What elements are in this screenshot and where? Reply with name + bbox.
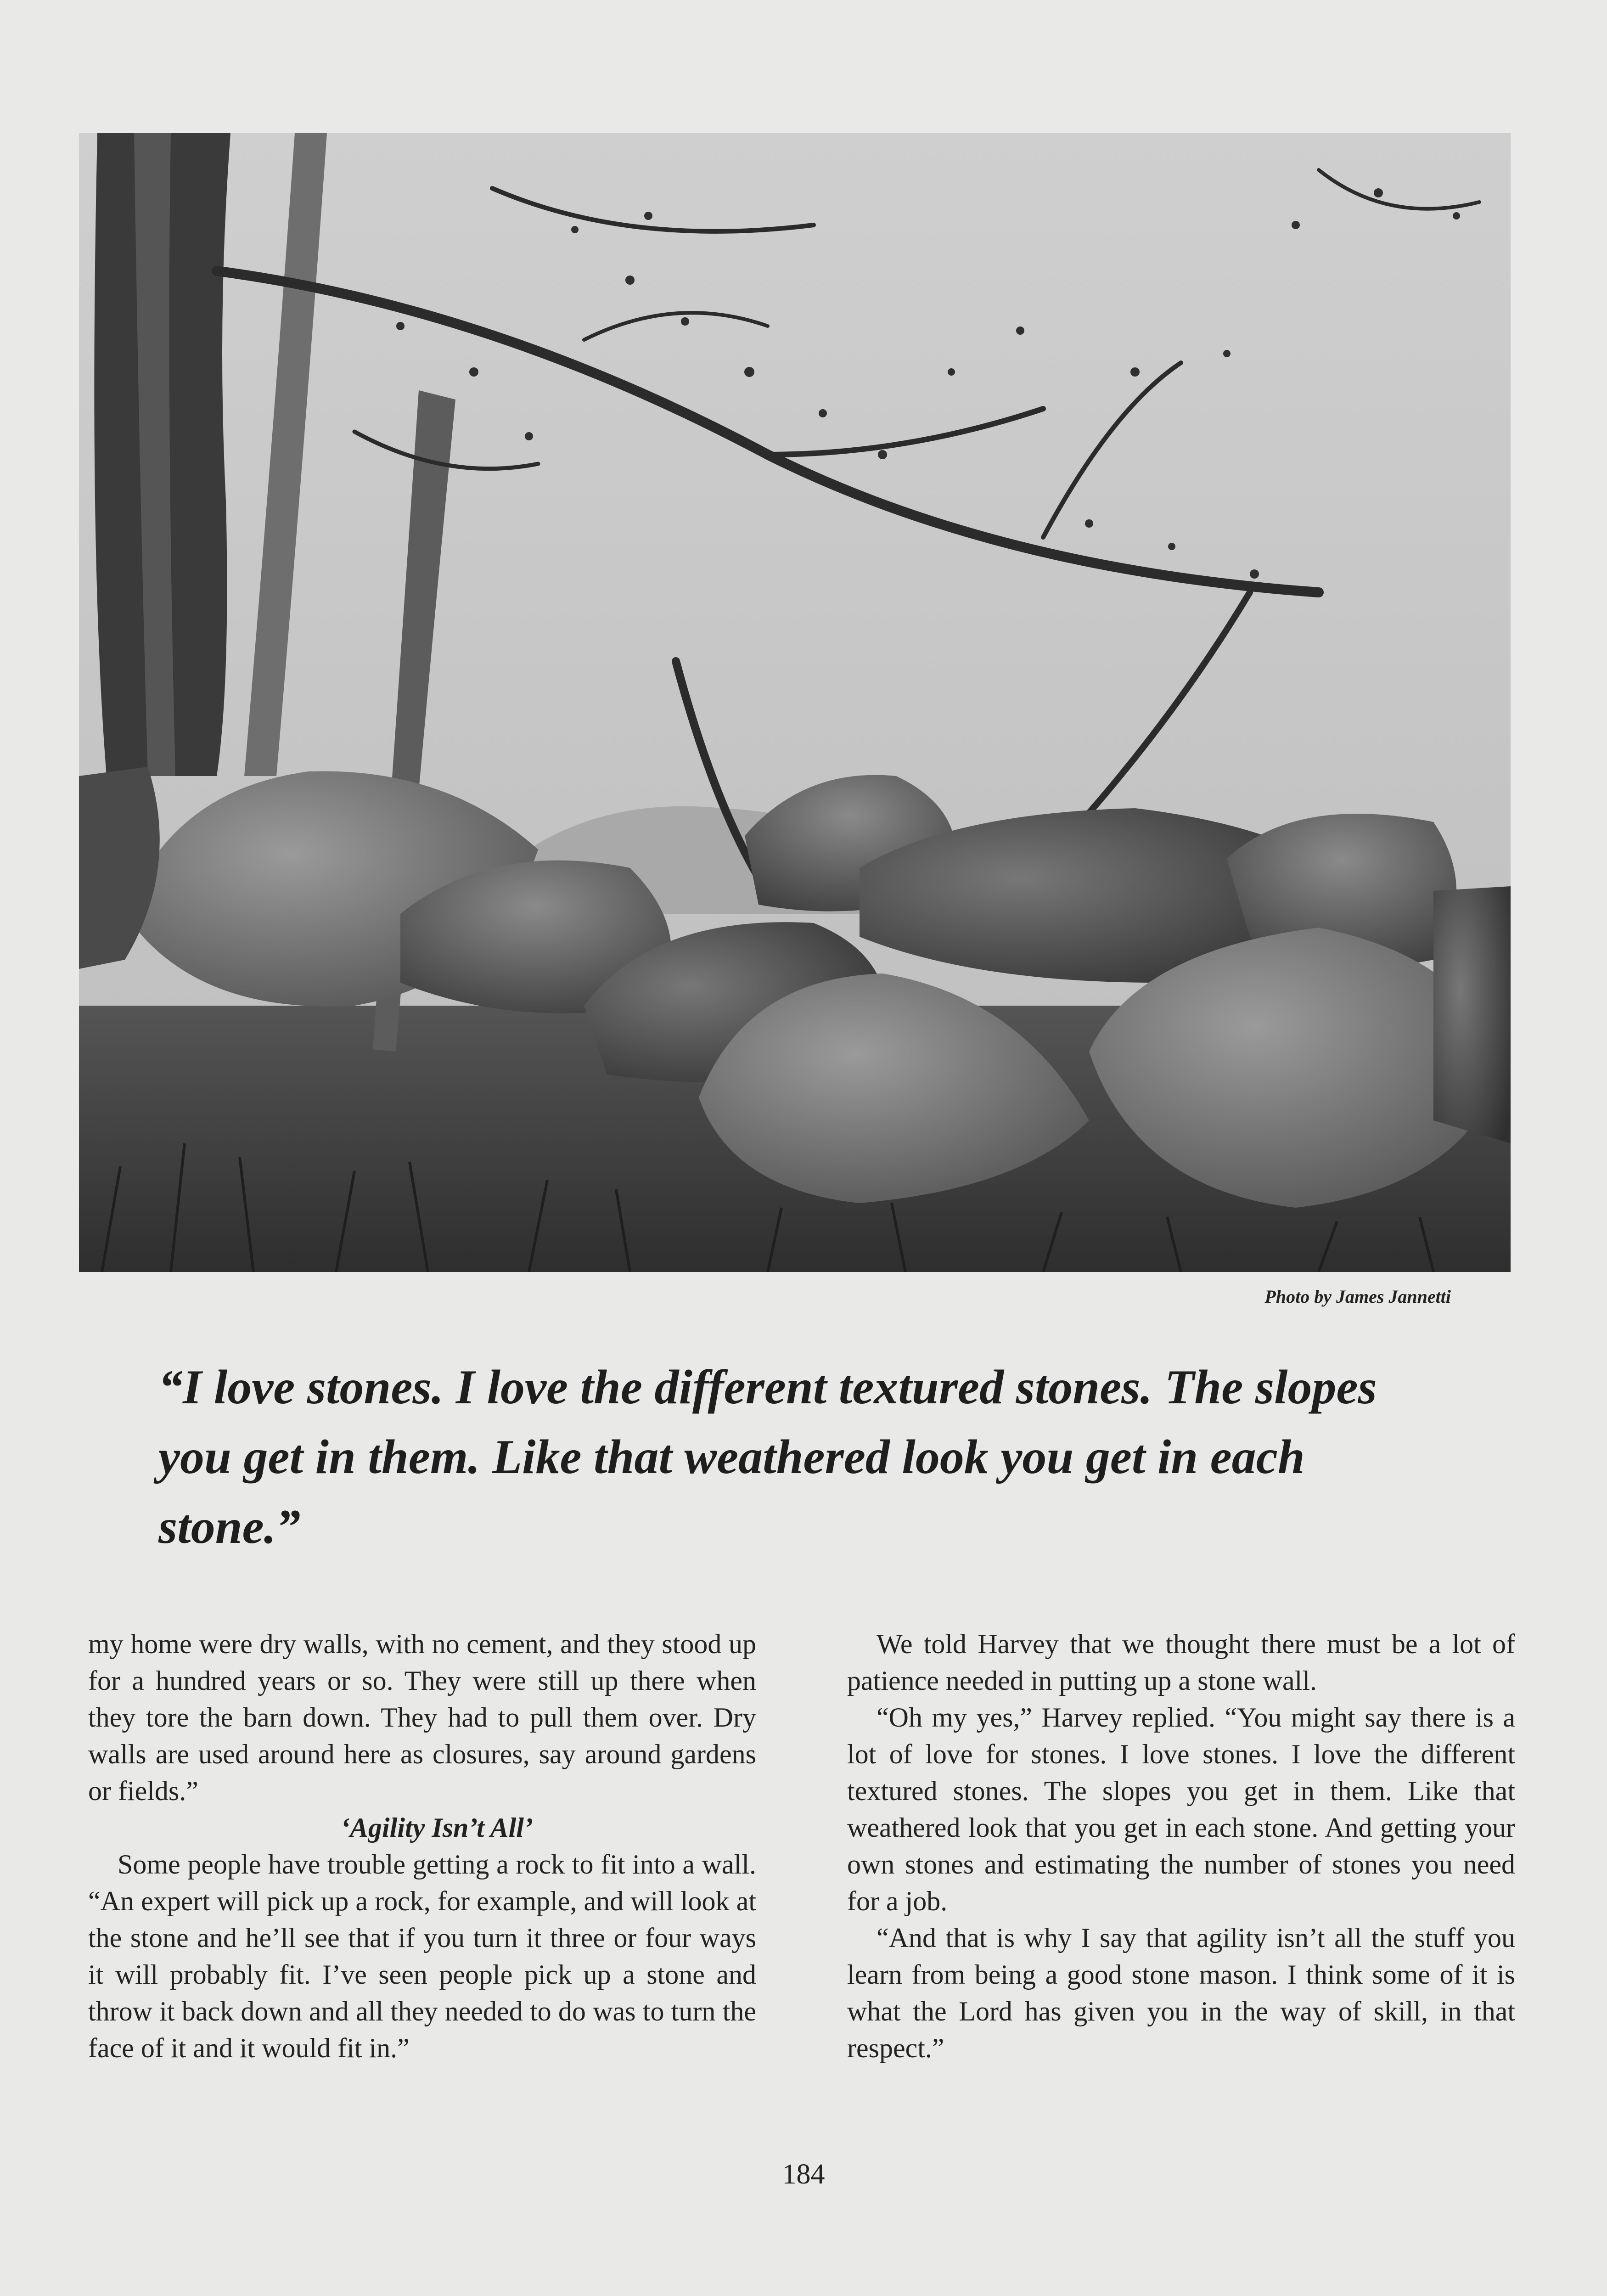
page-number: 184 [782, 2159, 825, 2190]
stone-wall-photo [79, 133, 1511, 1272]
left-column [88, 1626, 756, 2066]
photo-credit: Photo by James Jannetti [1264, 1286, 1451, 1307]
right-column [847, 1626, 1515, 2066]
right-paragraph-1: We told Harvey that we thought there must be a lot of patience needed in putting up a stone wall. [847, 1629, 1515, 1696]
pull-quote: “I love stones. I love the different textured stones. The slopes you get in them. Like that weathered look you get in each stone.” [158, 1360, 1377, 1553]
right-paragraph-3: “And that is why I say that agility isn’t all the stuff you learn from being a good stone mason. I think some of it is what the Lord has given you in the way of skill, in that respect.” [847, 1923, 1515, 2063]
right-paragraph-2: “Oh my yes,” Harvey replied. “You might say there is a lot of love for stones. I love stones. I love the different textured stones. The slopes you get in them. Like that weathered look that you get in each stone. And getting your own stones and estimating the number of stones you need for a job. [847, 1702, 1515, 1916]
left-paragraph-2: Some people have trouble getting a rock to fit into a wall. “An expert will pick up a rock, for example, and will look at the stone and he’ll see that if you turn it three or four ways it will probably fit. I’ve seen people pick up a stone and throw it back down and all they needed to do was to turn the face of it and it would fit in.” [88, 1849, 756, 2063]
section-subhead: ‘Agility Isn’t All’ [341, 1812, 533, 1843]
stone-wall-illustration [79, 133, 1511, 1272]
left-paragraph-1: my home were dry walls, with no cement, and they stood up for a hundred years or so. They were still up there when they tore the barn down. They had to pull them over. Dry walls are used around here as closures, say around gardens or fields.” [88, 1629, 756, 1806]
